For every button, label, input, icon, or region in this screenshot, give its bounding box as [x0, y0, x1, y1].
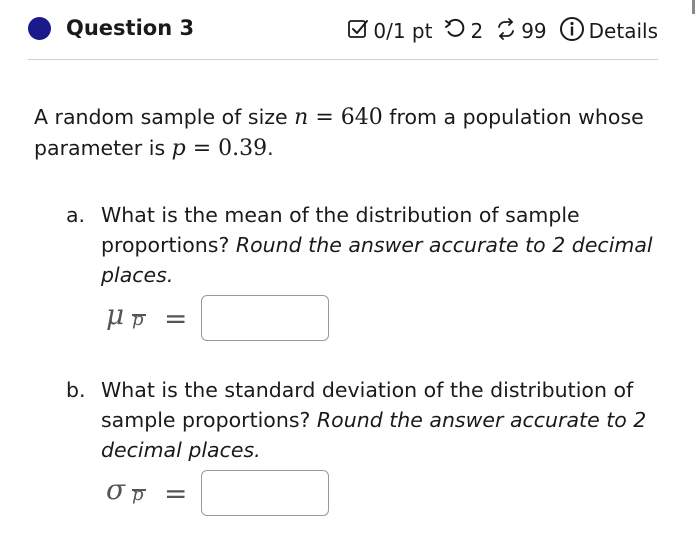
- header-divider: [28, 59, 658, 60]
- equals-sign: =: [185, 136, 219, 161]
- mu-symbol: μ: [106, 298, 125, 331]
- part-a-prompt: [101, 200, 681, 290]
- part-b-text: What is the standard deviation of the distribution of sample proportions?: [101, 378, 634, 432]
- part-b-prompt: [101, 375, 681, 465]
- details-link[interactable]: [559, 16, 658, 47]
- question-intro: [34, 102, 674, 164]
- intro-text: from a population whose: [382, 105, 644, 129]
- part-b-label: b.: [66, 378, 86, 402]
- mean-symbol: [102, 293, 162, 343]
- equals-sign: =: [308, 105, 341, 130]
- intro-text: parameter is: [34, 136, 172, 160]
- details-label[interactable]: Details: [588, 19, 658, 43]
- attempts-icon: [495, 18, 517, 45]
- intro-text: .: [267, 136, 274, 160]
- attempts-group: [495, 18, 546, 45]
- parameter-value: 0.39: [218, 136, 268, 161]
- part-b-answer-row: [102, 468, 329, 518]
- intro-text: A random sample of size: [34, 105, 295, 129]
- equals-sign: =: [164, 476, 188, 510]
- score-text: 0/1 pt: [373, 19, 433, 43]
- retries-count: 2: [470, 19, 484, 43]
- part-a-label: a.: [66, 203, 86, 227]
- sigma-symbol: σ: [106, 473, 126, 506]
- part-a-answer-row: [102, 293, 329, 343]
- info-icon: [559, 16, 585, 47]
- p-hat-subscript: p: [132, 309, 144, 330]
- question-meta: [347, 14, 658, 48]
- checkbox-icon: [347, 18, 369, 45]
- question-header: [0, 0, 700, 58]
- mean-answer-input[interactable]: [201, 295, 329, 341]
- score-group: [347, 18, 432, 45]
- part-a-text: What is the mean of the distribution of sample proportions?: [101, 203, 580, 257]
- part-a-instruction: Round the answer accurate to 2 decimal places.: [101, 233, 653, 287]
- part-b-instruction: Round the answer accurate to 2 decimal places.: [101, 408, 647, 462]
- retry-icon: [444, 18, 466, 45]
- sd-answer-input[interactable]: [201, 470, 329, 516]
- attempts-count: 99: [521, 19, 547, 43]
- question-status-dot: [28, 17, 51, 40]
- p-hat-subscript: p: [132, 484, 144, 505]
- sd-symbol: [102, 468, 162, 518]
- sample-size-value: 640: [340, 105, 383, 130]
- question-title: Question 3: [66, 16, 195, 40]
- retry-group: [444, 18, 483, 45]
- equals-sign: =: [164, 301, 188, 335]
- n-variable: n: [294, 105, 309, 130]
- p-variable: p: [171, 136, 186, 161]
